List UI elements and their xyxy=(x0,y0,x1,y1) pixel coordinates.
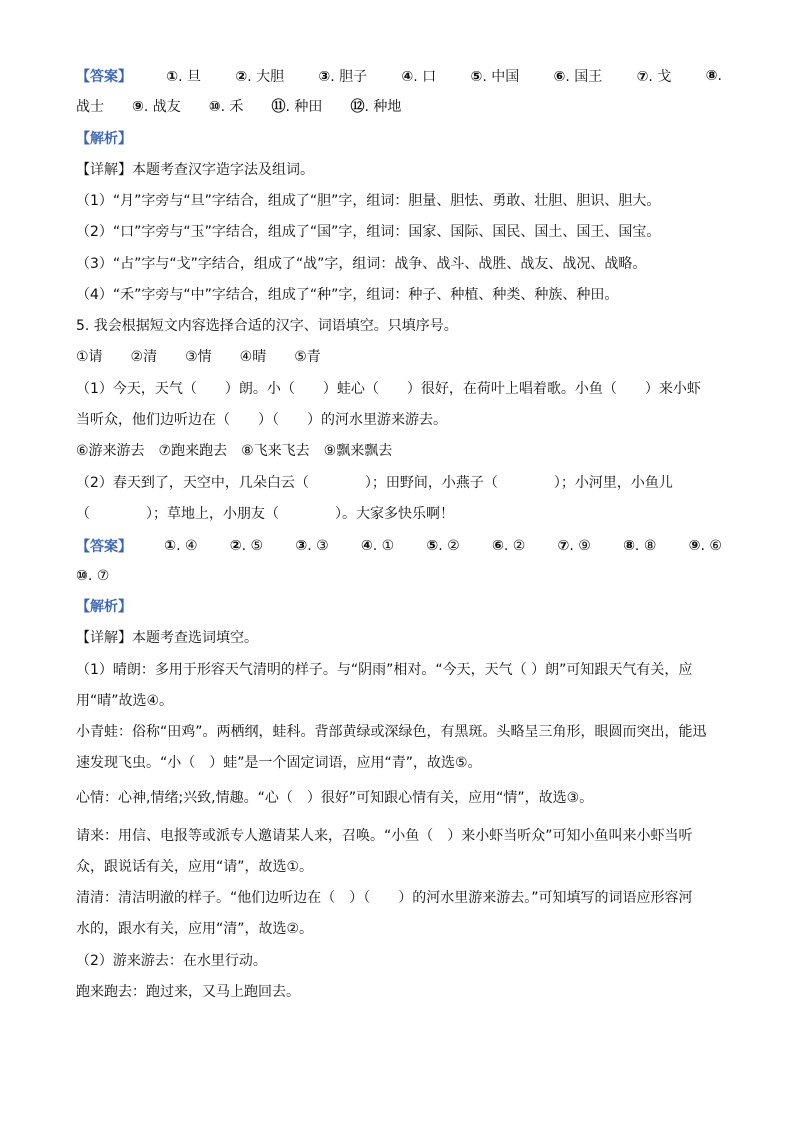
text-line: 请来：用信、电报等或派专人邀请某人来，召唤。“小鱼（ ）来小虾当听众”可知小鱼叫来小虾当听 xyxy=(76,828,693,844)
text-line: 众，跟说话有关，应用“请”，故选①。 xyxy=(76,859,314,875)
answer-label: 【答案】 xyxy=(76,69,132,85)
detail-line: 【详解】本题考查选词填空。 xyxy=(76,630,258,646)
detail-line: 【详解】本题考查汉字造字法及组词。 xyxy=(76,162,314,178)
text-line: （1）今天，天气（ ）朗。小（ ）蛙心（ ）很好，在荷叶上唱着歌。小鱼（ ）来小虾 xyxy=(76,381,701,397)
answer-item: ①. 旦 xyxy=(166,69,202,85)
text-line: 当听众，他们边听边在（ ）（ ）的河水里游来游去。 xyxy=(76,412,447,428)
text-line: （2）“口”字旁与“玉”字结合，组成了“国”字，组词：国家、国际、国民、国土、国王、国宝。 xyxy=(76,224,661,240)
options-line: ⑥游来游去 ⑦跑来跑去 ⑧飞来飞去 ⑨飘来飘去 xyxy=(76,443,393,459)
answer-item: ⑩. ⑦ xyxy=(76,568,110,584)
answer-item: ⑦. 戈 xyxy=(636,69,672,85)
text-line: 水的，跟水有关，应用“清”，故选②。 xyxy=(76,921,314,937)
answer-label: 【答案】 xyxy=(76,539,132,555)
answer-item: ⑩. 禾 xyxy=(208,99,244,115)
answer-item: ⑪. 种田 xyxy=(271,99,323,115)
answer-item: ⑨. 战友 xyxy=(132,99,181,115)
question-title: 5. 我会根据短文内容选择合适的汉字、词语填空。只填序号。 xyxy=(76,318,458,334)
text-line: 用“晴”故选④。 xyxy=(76,693,174,709)
text-line: 跑来跑去：跑过来，又马上跑回去。 xyxy=(76,984,300,1000)
answer-item: ①. ④ xyxy=(164,538,198,554)
analysis-label: 【解析】 xyxy=(76,599,132,615)
text-line: 心情：心神,情绪;兴致,情趣。“心（ ）很好”可知跟心情有关，应用“情”，故选③。 xyxy=(76,790,594,806)
answer-item: ④. 口 xyxy=(401,69,437,85)
text-line: （2）春天到了，天空中，几朵白云（ ）；田野间，小燕子（ ）；小河里，小鱼儿 xyxy=(76,475,673,491)
answer-item: ⑥. ② xyxy=(491,538,526,554)
text-line: （2）游来游去：在水里行动。 xyxy=(76,953,267,969)
answer-item: ②. 大胆 xyxy=(235,69,285,85)
text-line: （3）“占”字与“戈”字结合，组成了“战”字，组词：战争、战斗、战胜、战友、战况、战略。 xyxy=(76,256,647,272)
answer-item: ⑫. 种地 xyxy=(350,99,402,115)
text-line: 清清：清洁明澈的样子。“他们边听边在（ ）（ ）的河水里游来游去。”可知填写的词语应形容河 xyxy=(76,890,693,906)
answer-item: ⑥. 国王 xyxy=(553,69,603,85)
text-line: （1）晴朗：多用于形容天气清明的样子。与“阴雨”相对。“今天，天气（ ）朗”可知跟天气有关，应 xyxy=(76,662,693,678)
answer-item: ②. ⑤ xyxy=(229,538,264,554)
analysis-label: 【解析】 xyxy=(76,131,132,147)
answer-item: ⑨. ⑥ xyxy=(688,538,722,554)
answer-item: ⑤. 中国 xyxy=(470,69,520,85)
text-line: 小青蛙：俗称“田鸡”。两栖纲，蛙科。背部黄绿或深绿色，有黑斑。头略呈三角形，眼圆而突出，能迅 xyxy=(76,724,707,740)
text-line: （4）“禾”字旁与“中”字结合，组成了“种”字，组词：种子、种植、种类、种族、种田。 xyxy=(76,287,619,303)
answer-row-1 xyxy=(76,65,722,87)
answer-row-1b xyxy=(76,97,722,119)
text-line: （1）“月”字旁与“旦”字结合，组成了“胆”字，组词：胆量、胆怯、勇敢、壮胆、胆识、胆大。 xyxy=(76,193,661,209)
answer-row-2 xyxy=(76,535,722,557)
answer-item: 战士 xyxy=(76,99,104,115)
answer-item: ③. ③ xyxy=(295,538,329,554)
answer-item: ③. 胆子 xyxy=(318,69,368,85)
answer-item: ⑤. ② xyxy=(426,538,460,554)
answer-item: ⑧. xyxy=(705,68,722,84)
answer-item: ④. ① xyxy=(360,538,395,554)
answer-item: ⑦. ⑨ xyxy=(557,538,591,554)
answer-item: ⑧. ⑧ xyxy=(623,538,657,554)
text-line: 速发现飞虫。“小（ ）蛙”是一个固定词语，应用“青”，故选⑤。 xyxy=(76,755,482,771)
options-line: ①请 ②清 ③情 ④晴 ⑤青 xyxy=(76,349,321,365)
text-line: （ ）；草地上，小朋友（ ）。大家多快乐啊！ xyxy=(76,506,454,522)
